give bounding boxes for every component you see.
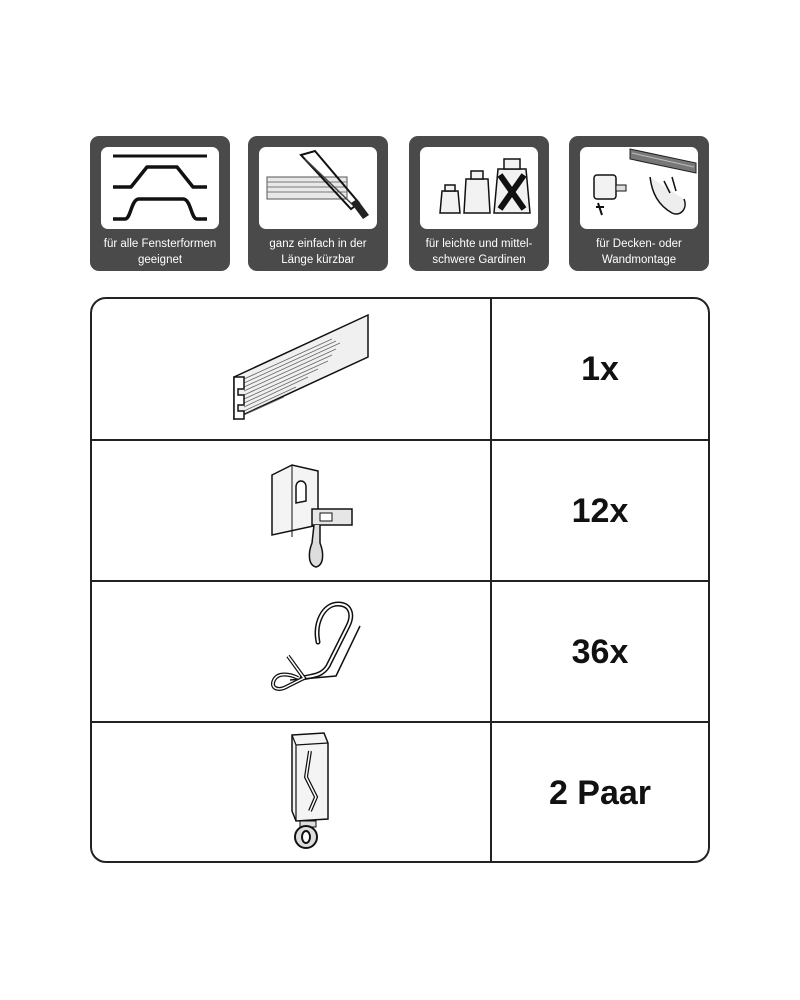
feature-tile-curtain-weight	[409, 136, 549, 271]
feature-caption: für Decken- oder Wandmontage	[596, 238, 682, 266]
curtain-hook-icon	[92, 582, 490, 723]
rail-profile-icon	[92, 299, 490, 440]
weights-icon	[420, 147, 538, 229]
end-stopper-icon	[92, 723, 490, 863]
feature-caption: für leichte und mittel- schwere Gardinen	[425, 238, 533, 266]
feature-tile-cut-to-length	[248, 136, 388, 271]
quantity-label: 2 Paar	[548, 774, 652, 812]
window-shape-icon	[101, 147, 219, 229]
feature-caption: ganz einfach in der Länge kürzbar	[269, 238, 367, 266]
quantity-label: 1x	[581, 350, 619, 388]
feature-caption: für alle Fensterformen geeignet	[103, 238, 217, 266]
table-row	[92, 580, 708, 723]
saw-rail-icon	[259, 147, 377, 229]
quantity-label: 36x	[571, 633, 629, 671]
table-row	[92, 721, 708, 863]
mounting-icon	[580, 147, 698, 229]
bracket-clip-icon	[92, 441, 490, 582]
table-row	[92, 299, 708, 440]
quantity-label: 12x	[571, 492, 629, 530]
table-row	[92, 439, 708, 582]
parts-list-table	[90, 297, 710, 863]
feature-tile-mounting	[569, 136, 709, 271]
feature-tile-window-shapes	[90, 136, 230, 271]
